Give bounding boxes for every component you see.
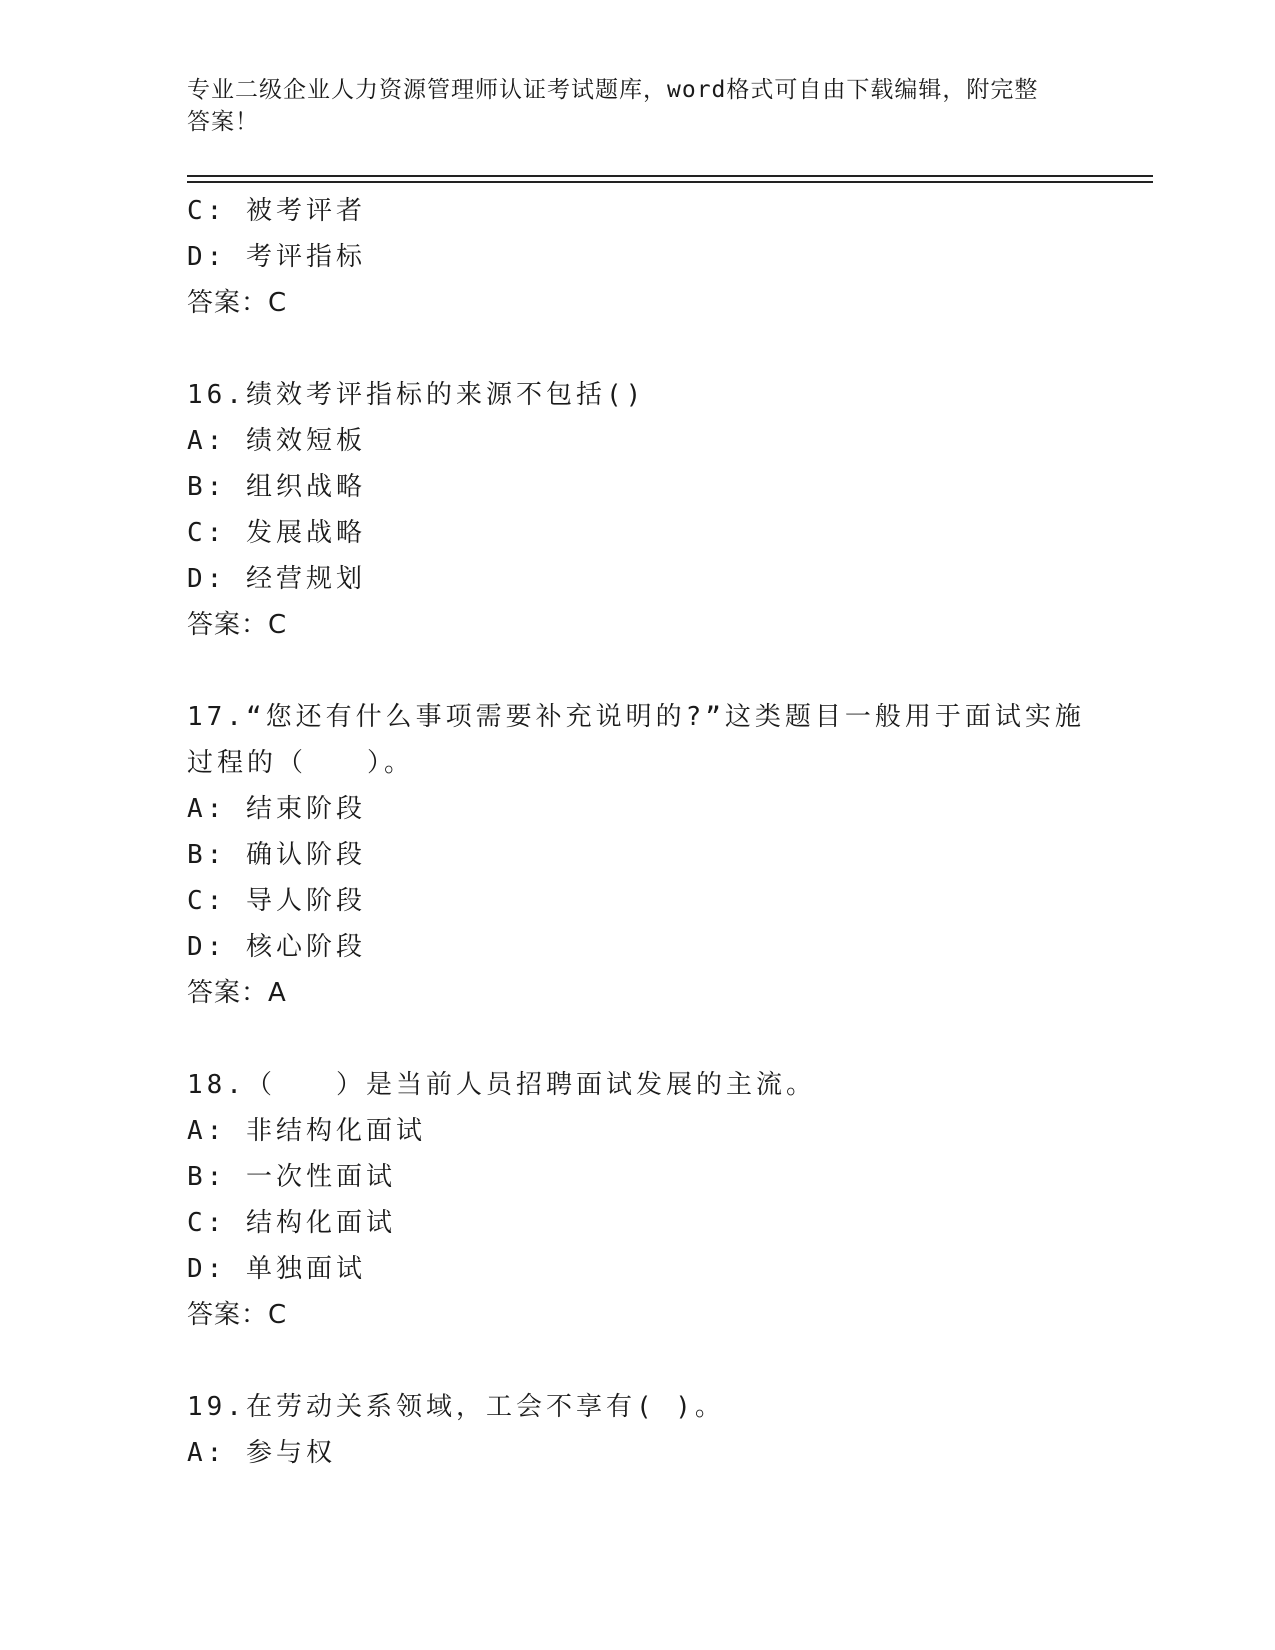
question-stem: 19.在劳动关系领域，工会不享有( )。 bbox=[187, 1392, 725, 1422]
option-c: C: 导人阶段 bbox=[187, 886, 366, 916]
option-c: C: 发展战略 bbox=[187, 518, 366, 548]
answer: 答案：C bbox=[187, 1300, 288, 1330]
option-b: B: 确认阶段 bbox=[187, 840, 366, 870]
option-d: D: 经营规划 bbox=[187, 564, 366, 594]
answer: 答案：C bbox=[187, 610, 288, 640]
option-a: A: 绩效短板 bbox=[187, 426, 366, 456]
option-b: B: 组织战略 bbox=[187, 472, 366, 502]
option-c: C: 被考评者 bbox=[187, 196, 366, 226]
option-b: B: 一次性面试 bbox=[187, 1162, 396, 1192]
question-list bbox=[187, 188, 1085, 1476]
option-d: D: 单独面试 bbox=[187, 1254, 366, 1284]
question-stem-line-2: 过程的（ ）。 bbox=[187, 748, 415, 778]
question-stem-line-1: 17.“您还有什么事项需要补充说明的?”这类题目一般用于面试实施 bbox=[187, 702, 1085, 732]
option-d: D: 核心阶段 bbox=[187, 932, 366, 962]
answer: 答案：A bbox=[187, 978, 287, 1008]
question-18 bbox=[187, 1062, 1067, 1338]
question-15-tail bbox=[187, 188, 1067, 326]
header-divider-bottom bbox=[187, 181, 1153, 183]
header-line-1: 专业二级企业人力资源管理师认证考试题库，word格式可自由下载编辑，附完整 bbox=[187, 77, 1039, 103]
option-a: A: 结束阶段 bbox=[187, 794, 366, 824]
question-stem: 16.绩效考评指标的来源不包括() bbox=[187, 380, 646, 410]
header-divider-top bbox=[187, 175, 1153, 177]
question-19 bbox=[187, 1384, 1067, 1476]
question-17 bbox=[187, 694, 1085, 1016]
option-a: A: 非结构化面试 bbox=[187, 1116, 426, 1146]
answer: 答案：C bbox=[187, 288, 288, 318]
question-16 bbox=[187, 372, 1067, 648]
option-a: A: 参与权 bbox=[187, 1438, 336, 1468]
question-stem: 18.（ ）是当前人员招聘面试发展的主流。 bbox=[187, 1070, 816, 1100]
option-c: C: 结构化面试 bbox=[187, 1208, 396, 1238]
document-header bbox=[187, 74, 1067, 138]
header-line-2: 答案！ bbox=[187, 109, 259, 135]
option-d: D: 考评指标 bbox=[187, 242, 366, 272]
